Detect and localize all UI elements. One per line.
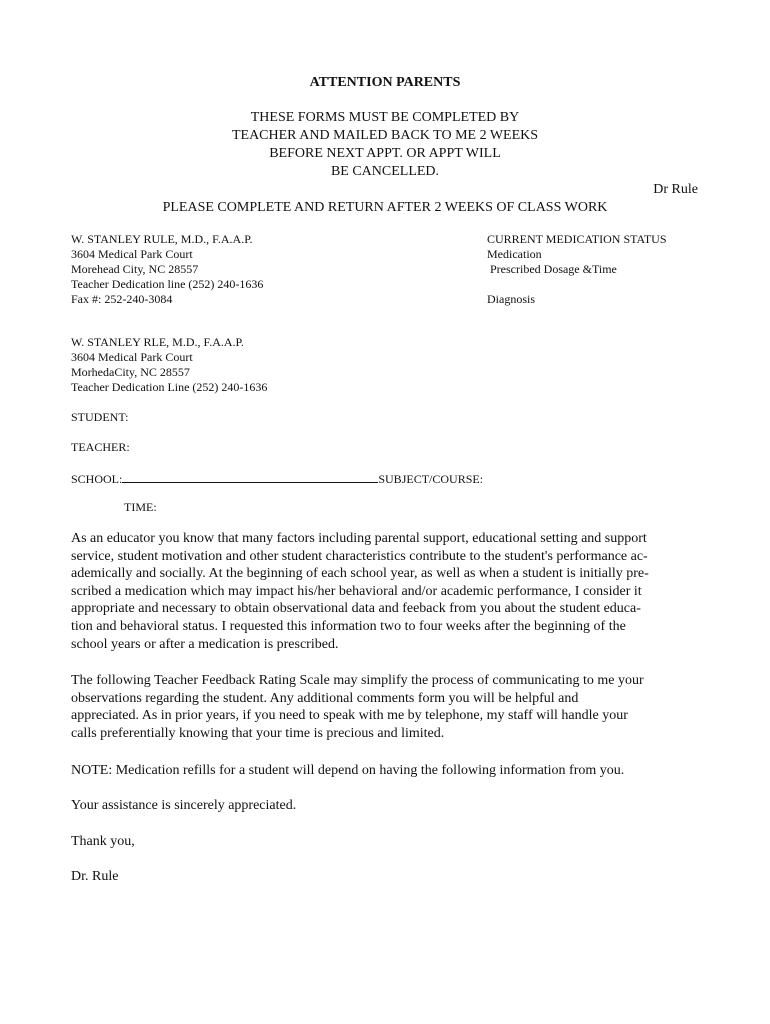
- diagnosis-label: Diagnosis: [487, 292, 535, 306]
- medication-status-title: CURRENT MEDICATION STATUS: [487, 232, 667, 246]
- header-signoff: Dr Rule: [653, 182, 698, 197]
- paragraph-line: service, student motivation and other student characteristics contribute to the student's performance ac-: [71, 548, 648, 564]
- address-line: Morehead City, NC 28557: [71, 262, 199, 276]
- doctor-address-block-2: [71, 335, 267, 395]
- notice-line: TEACHER AND MAILED BACK TO ME 2 WEEKS: [231, 128, 539, 143]
- note-line: NOTE: Medication refills for a student will depend on having the following information from you.: [71, 763, 625, 778]
- address-line: 3604 Medical Park Court: [71, 247, 193, 261]
- signature-line: Dr. Rule: [71, 869, 119, 884]
- paragraph-line: scribed a medication which may impact his/her behavioral and/or academic performance, I consider it: [71, 583, 642, 599]
- paragraph-line: appreciated. As in prior years, if you need to speak with me by telephone, my staff will handle your: [71, 708, 628, 724]
- notice-line: BE CANCELLED.: [330, 164, 440, 179]
- notice-block: [0, 109, 770, 181]
- paragraph-line: observations regarding the student. Any additional comments form you will be helpful and: [71, 690, 579, 706]
- notice-line: BEFORE NEXT APPT. OR APPT WILL: [269, 146, 501, 161]
- medication-status-block: [487, 232, 667, 307]
- school-input-line[interactable]: [122, 470, 378, 483]
- phone-line: Teacher Dedication line (252) 240-1636: [71, 277, 264, 291]
- paragraph-line: As an educator you know that many factors including parental support, educational setting and support: [71, 531, 647, 546]
- closing-line: Thank you,: [71, 834, 135, 849]
- paragraph-intro: [71, 530, 649, 653]
- paragraph-line: calls preferentially knowing that your time is precious and limited.: [71, 725, 445, 741]
- teacher-field-label: TEACHER:: [71, 440, 130, 454]
- paragraph-line: school years or after a medication is prescribed.: [71, 636, 339, 652]
- paragraph-line: tion and behavioral status. I requested this information two to four weeks after the beginning of the: [71, 618, 626, 634]
- paragraph-line: appropriate and necessary to obtain observational data and feeback from you about the student educa-: [71, 601, 641, 617]
- paragraph-line: ademically and socially. At the beginning of each school year, as well as when a student is initially pre-: [71, 566, 649, 582]
- doctor-name: W. STANLEY RULE, M.D., F.A.A.P.: [71, 232, 253, 246]
- fax-line: Fax #: 252-240-3084: [71, 292, 173, 306]
- school-field-row: [71, 470, 483, 487]
- paragraph-rating-scale: [71, 672, 644, 742]
- dosage-label: Prescribed Dosage &Time: [490, 262, 617, 276]
- school-field-label: SCHOOL:: [71, 472, 123, 486]
- medication-label: Medication: [487, 247, 542, 261]
- doctor-address-block: [71, 232, 263, 307]
- doctor-name: W. STANLEY RLE, M.D., F.A.A.P.: [71, 335, 244, 349]
- instruction-line: PLEASE COMPLETE AND RETURN AFTER 2 WEEKS OF CLASS WORK: [162, 200, 608, 215]
- address-line: 3604 Medical Park Court: [71, 350, 193, 364]
- address-line: MorhedaCity, NC 28557: [71, 365, 190, 379]
- student-field-label: STUDENT:: [71, 410, 129, 424]
- appreciation-line: Your assistance is sincerely appreciated.: [71, 798, 297, 813]
- subject-field-label: SUBJECT/COURSE:: [378, 472, 484, 486]
- page-title: ATTENTION PARENTS: [309, 75, 461, 90]
- notice-line: THESE FORMS MUST BE COMPLETED BY: [250, 110, 520, 125]
- time-field-label: TIME:: [124, 500, 157, 514]
- paragraph-line: The following Teacher Feedback Rating Scale may simplify the process of communicating to me your: [71, 673, 644, 688]
- phone-line: Teacher Dedication Line (252) 240-1636: [71, 380, 268, 394]
